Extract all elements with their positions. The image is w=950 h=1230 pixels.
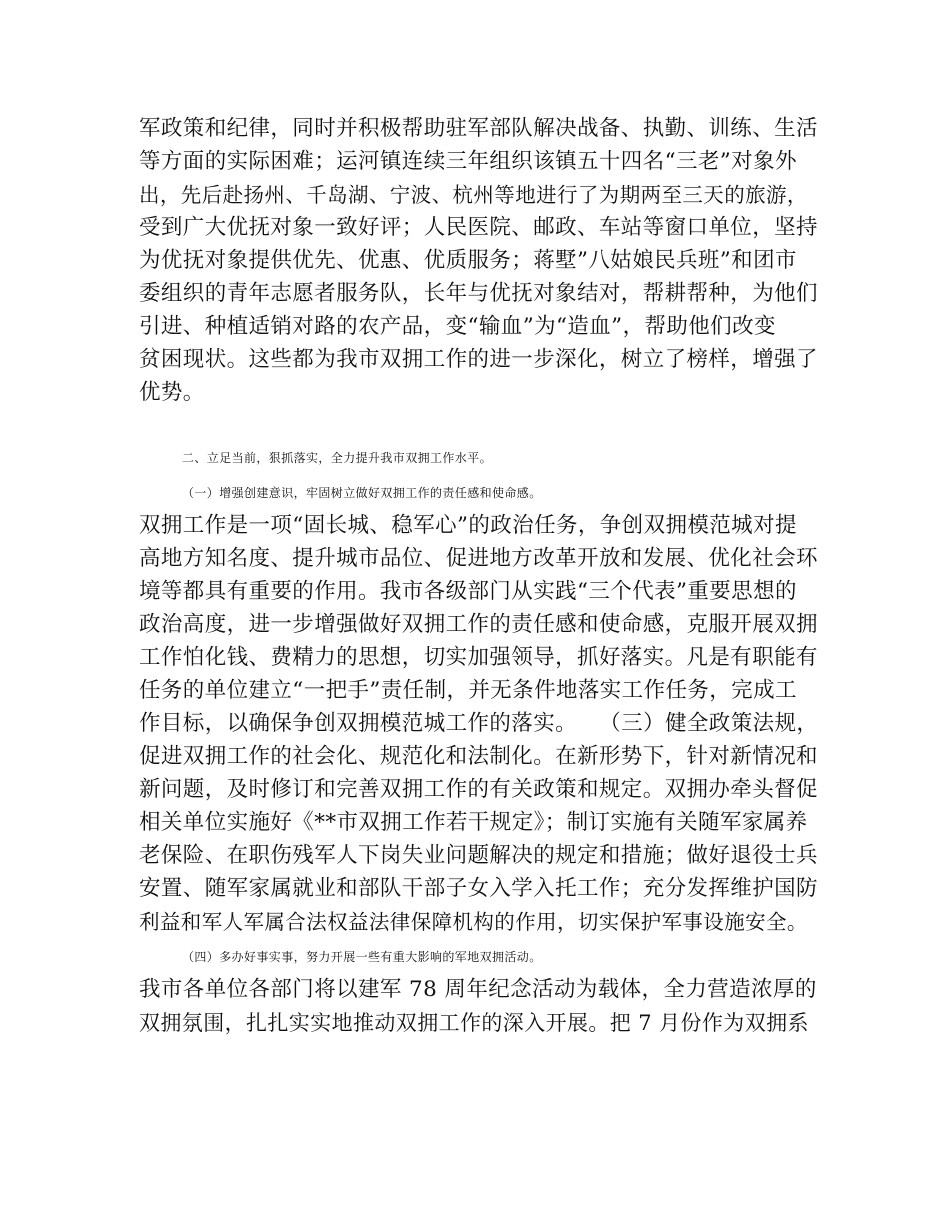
text-line: 利益和军人军属合法权益法律保障机构的作用，切实保护军事设施安全。	[139, 910, 808, 934]
text-line: 老保险、在职伤残军人下岗失业问题解决的规定和措施；做好退役士兵	[139, 843, 818, 868]
text-line: 工作怕化钱、费精力的思想，切实加强领导，抓好落实。凡是有职能有	[139, 645, 818, 670]
text-line: 高地方知名度、提升城市品位、促进地方改革开放和发展、优化社会环	[139, 546, 818, 571]
text-line: 任务的单位建立“一把手”责任制，并无条件地落实工作任务，完成工	[139, 678, 797, 703]
text-line: 等方面的实际困难；运河镇连续三年组织该镇五十四名“三老”对象外	[139, 149, 797, 174]
text-line: 政治高度，进一步增强做好双拥工作的责任感和使命感，克服开展双拥	[139, 612, 818, 637]
text-line: 引进、种植适销对路的农产品，变“输血”为“造血”，帮助他们改变	[139, 314, 776, 339]
text-line: 作目标，以确保争创双拥模范城工作的落实。 （三）健全政策法规，	[139, 711, 819, 736]
text-line: 双拥工作是一项“固长城、稳军心”的政治任务，争创双拥模范城对提	[139, 513, 797, 538]
text-line: 境等都具有重要的作用。我市各级部门从实践“三个代表”重要思想的	[139, 579, 797, 604]
text-line: 促进双拥工作的社会化、规范化和法制化。在新形势下，针对新情况和	[139, 744, 818, 769]
text-line: 我市各单位各部门将以建军 78 周年纪念活动为载体，全力营造浓厚的	[139, 977, 817, 1002]
text-line: 双拥氛围，扎扎实实地推动双拥工作的深入开展。把 7 月份作为双拥系	[139, 1011, 809, 1035]
text-line: 军政策和纪律，同时并积极帮助驻军部队解决战备、执勤、训练、生活	[139, 116, 818, 141]
text-line: 贫困现状。这些都为我市双拥工作的进一步深化，树立了榜样，增强了	[139, 347, 818, 372]
text-line: 委组织的青年志愿者服务队，长年与优抚对象结对，帮耕帮种，为他们	[139, 281, 818, 306]
text-line: 新问题，及时修订和完善双拥工作的有关政策和规定。双拥办牵头督促	[139, 777, 818, 802]
text-line: 优势。	[139, 380, 205, 405]
text-line: 相关单位实施好《**市双拥工作若干规定》；制订实施有关随军家属养	[139, 810, 808, 835]
subsection-heading: （一）增强创建意识，牢固树立做好双拥工作的责任感和使命感。	[182, 486, 542, 500]
text-line: 为优抚对象提供优先、优惠、优质服务；蒋墅”八姑娘民兵班”和团市	[139, 248, 797, 273]
text-line: 出，先后赴扬州、千岛湖、宁波、杭州等地进行了为期两至三天的旅游，	[139, 183, 808, 207]
text-line: 受到广大优抚对象一致好评；人民医院、邮政、车站等窗口单位，坚持	[139, 215, 818, 240]
section-heading: 二、立足当前，狠抓落实，全力提升我市双拥工作水平。	[182, 451, 493, 465]
subsection-heading: （四）多办好事实事，努力开展一些有重大影响的军地双拥活动。	[182, 950, 542, 964]
text-line: 安置、随军家属就业和部队干部子女入学入托工作；充分发挥维护国防	[139, 876, 818, 901]
